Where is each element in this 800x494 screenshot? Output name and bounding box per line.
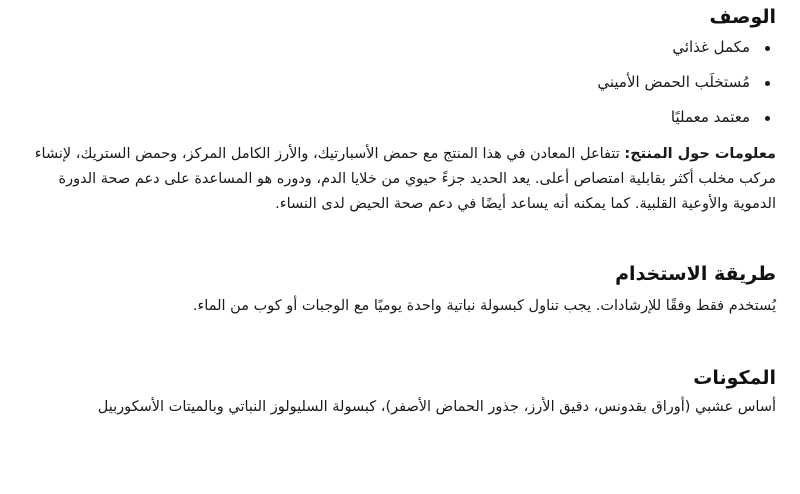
usage-section <box>16 263 776 319</box>
list-item <box>16 107 750 128</box>
list-item <box>16 37 750 58</box>
product-info-paragraph <box>16 142 776 217</box>
bullet-text: معتمد معمليًا <box>670 107 750 126</box>
product-info-label: معلومات حول المنتج: <box>624 145 776 162</box>
usage-text: يُستخدم فقط وفقًا للإرشادات. يجب تناول كبسولة نباتية واحدة يوميًا مع الوجبات أو كوب من الماء. <box>192 297 776 314</box>
bullet-dot-icon <box>765 116 770 121</box>
usage-heading: طريقة الاستخدام <box>615 262 776 285</box>
ingredients-heading: المكونات <box>693 366 776 389</box>
product-details <box>16 0 776 420</box>
ingredients-section <box>16 367 776 421</box>
bullet-text: مُستخلَب الحمض الأميني <box>597 72 750 91</box>
list-item <box>16 72 750 93</box>
bullet-dot-icon <box>765 46 770 51</box>
bullet-text: مكمل غذائي <box>672 37 750 56</box>
description-heading: الوصف <box>709 6 776 28</box>
bullet-dot-icon <box>765 81 770 86</box>
description-section <box>16 6 776 217</box>
ingredients-text: أساس عشبي (أوراق بقدونس، دقيق الأرز، جذور الحماض الأصفر)، كبسولة السليولوز النباتي وبالميتات الأسكوربيل <box>97 399 776 416</box>
description-bullet-list <box>16 37 776 128</box>
product-info-text: تتفاعل المعادن في هذا المنتج مع حمض الأسبارتيك، والأرز الكامل المركز، وحمض الستريك، لإنشاء مركب مخلب أكثر بقابلية امتصاص أعلى. يعد الحديد جزءً حيوي من خلايا الدم، ودوره هو المساعدة على دعم صحة الدورة الدموية والأوعية القلبية. كما يمكنه أنه يساعد أيضًا في دعم صحة الحيض لدى النساء. <box>34 145 776 212</box>
